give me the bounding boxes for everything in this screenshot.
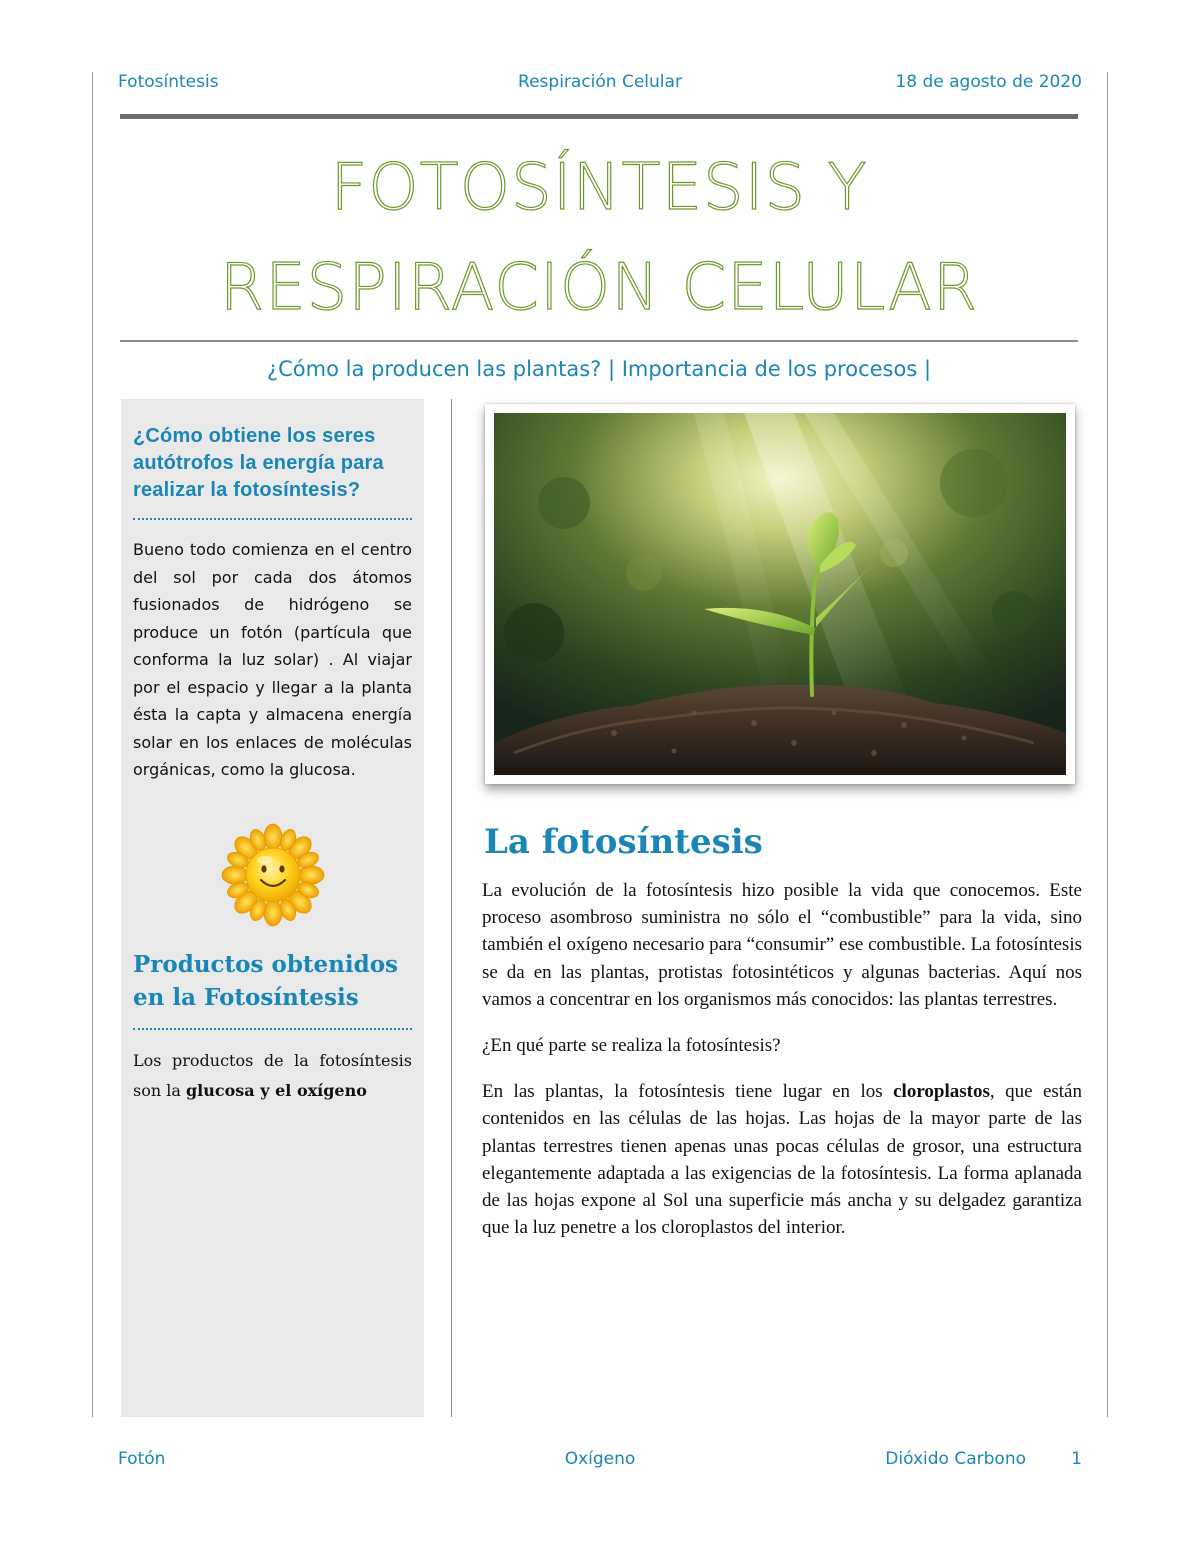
header-center-text: Respiración Celular [518, 72, 682, 92]
header-date: 18 de agosto de 2020 [895, 72, 1082, 92]
page-title-line1: FOTOSÍNTESIS Y [330, 151, 868, 225]
page-border-left [92, 72, 93, 1417]
article-title: La fotosíntesis [484, 822, 763, 862]
footer-right-text: Dióxido Carbono [885, 1449, 1026, 1469]
header-left-text: Fotosíntesis [118, 72, 219, 92]
article-p3-prefix: En las plantas, la fotosíntesis tiene lugar en los [482, 1081, 894, 1103]
article-body [482, 877, 1082, 1260]
page-footer [118, 1449, 1082, 1475]
page-header [118, 72, 1082, 98]
sidebar [121, 399, 424, 1417]
seedling-in-soil-photo [485, 404, 1075, 784]
sidebar-text-products [133, 1046, 412, 1106]
page-number: 1 [1071, 1449, 1082, 1469]
header-divider [120, 114, 1078, 119]
column-divider [451, 399, 452, 1417]
article-p3-suffix: , que están contenidos en las células de las hojas. Las hojas de la mayor parte de las plantas terrestres tienen apenas unas pocas células de grosor, una estructura elegantemente adaptada a las exigencias de la fotosíntesis. La forma aplanada de las hojas expone al Sol una superficie más ancha y su delgadez garantiza que la luz penetre a los cloroplastos del interior. [482, 1081, 1082, 1239]
sidebar-text-energy: Bueno todo comienza en el centro del sol por cada dos átomos fusionados de hidrógeno se produce un fotón (partícula que conforma la luz solar) . Al viajar por el espacio y llegar a la planta ésta la capta y almacena energía solar en los enlaces de moléculas orgánicas, como la glucosa. [133, 540, 412, 779]
page-title [120, 138, 1078, 338]
sidebar-dotted-divider [133, 518, 412, 520]
sidebar-products-prefix: Los productos de la fotosíntesis son la [133, 1050, 412, 1100]
article-p3-bold: cloroplastos [893, 1081, 990, 1103]
page-subtitle: ¿Cómo la producen las plantas? | Importancia de los procesos | [266, 357, 932, 381]
sidebar-dotted-divider [133, 1028, 412, 1030]
sidebar-heading-products: Productos obtenidos en la Fotosíntesis [133, 950, 398, 1011]
article-question: ¿En qué parte se realiza la fotosíntesis? [482, 1035, 781, 1057]
sidebar-products-bold: glucosa y el oxígeno [185, 1080, 367, 1100]
article-paragraph-chloroplasts [482, 1078, 1082, 1241]
footer-left-text: Fotón [118, 1449, 166, 1469]
page-border-right [1107, 72, 1108, 1417]
title-divider [120, 340, 1078, 342]
page-title-line2: RESPIRACIÓN CELULAR [219, 251, 979, 325]
article-paragraph: La evolución de la fotosíntesis hizo posible la vida que conocemos. Este proceso asombroso suministra no sólo el “combustible” para la vida, sino también el oxígeno necesario para “consumir” ese combustible. La fotosíntesis se da en las plantas, protistas fotosintéticos y algunas bacterias. Aquí nos vamos a concentrar en los organismos más conocidos: las plantas terrestres. [482, 880, 1082, 1010]
smiling-sun-icon [133, 820, 412, 930]
sidebar-heading-energy: ¿Cómo obtiene los seres autótrofos la energía para realizar la fotosíntesis? [133, 425, 384, 501]
footer-center-text: Oxígeno [564, 1449, 636, 1469]
